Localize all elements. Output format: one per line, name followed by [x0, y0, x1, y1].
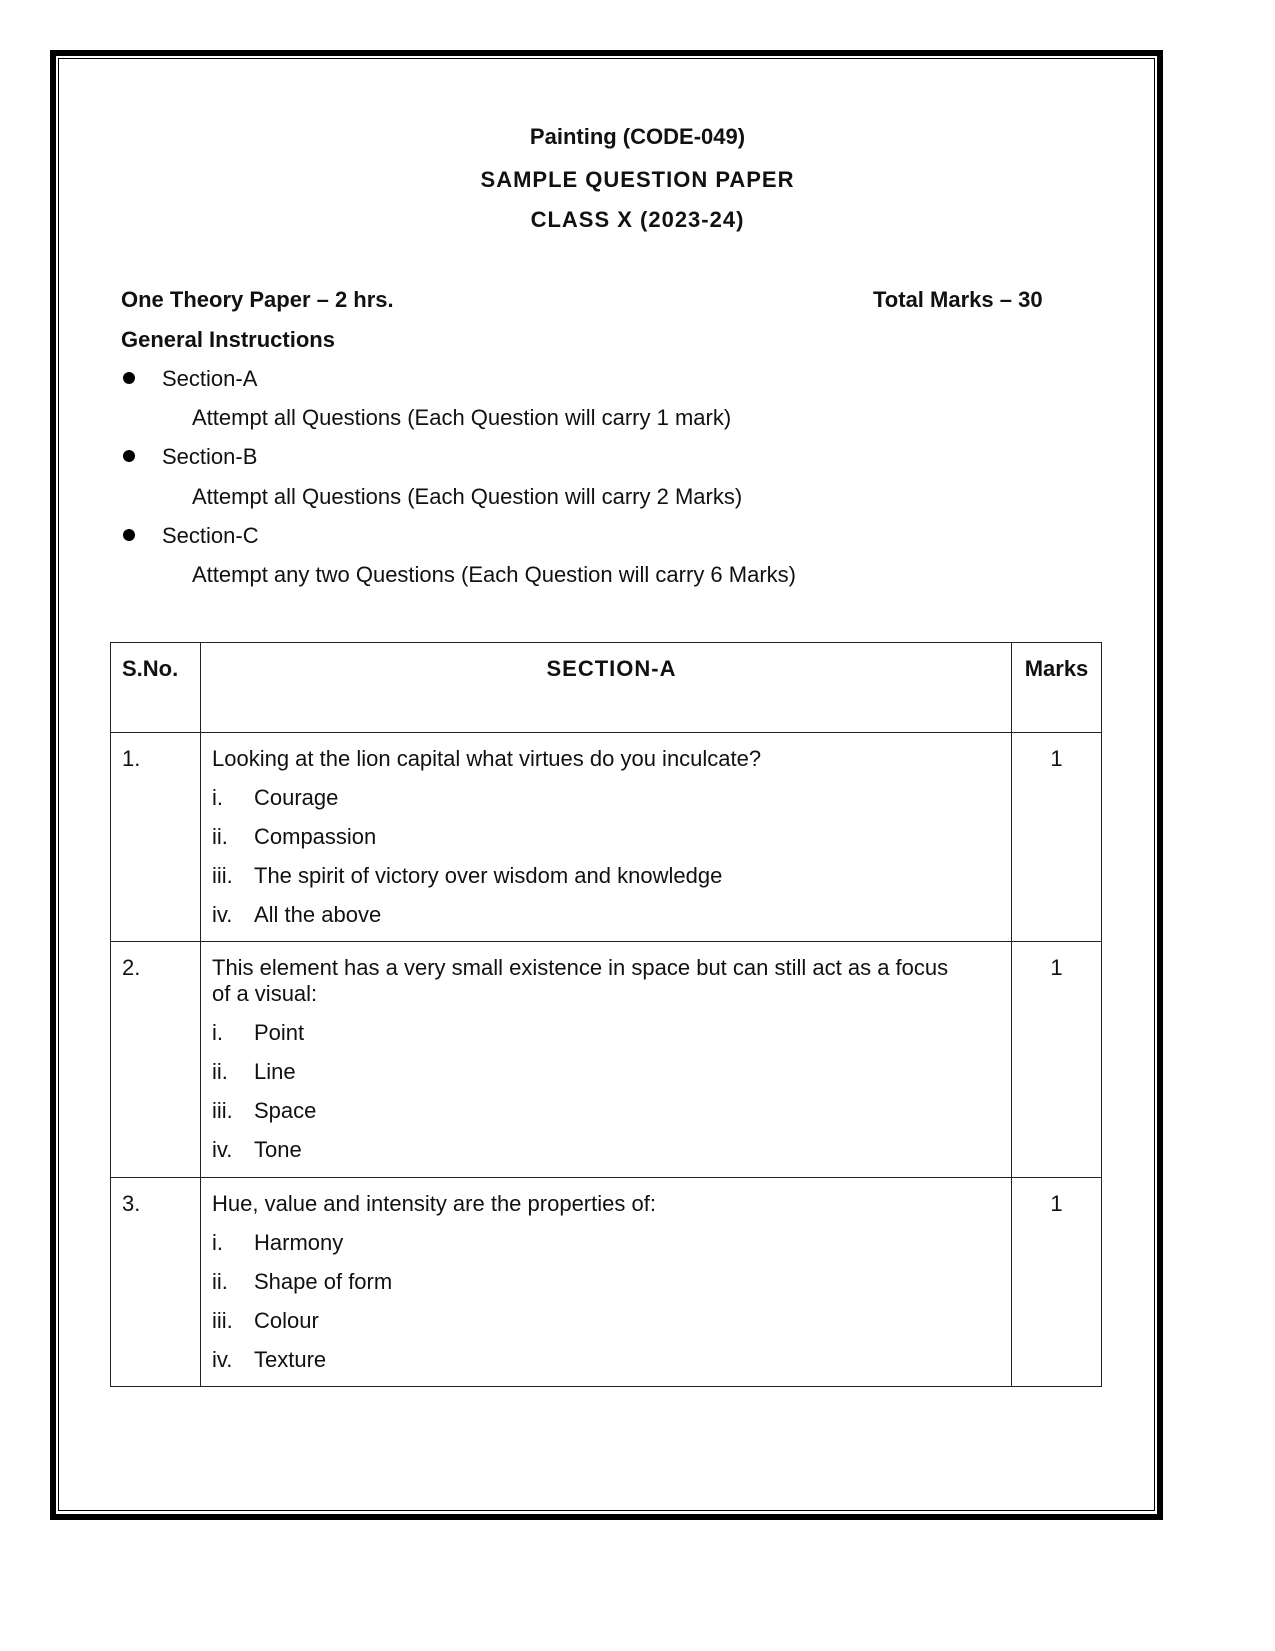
bullet-icon	[123, 372, 135, 384]
question-marks: 1	[1012, 942, 1102, 1178]
option: iii. Colour	[212, 1308, 319, 1333]
option: iv. Texture	[212, 1347, 327, 1372]
option: ii. Shape of form	[212, 1269, 393, 1294]
table-row	[111, 942, 1102, 1178]
paper-subtitle: SAMPLE QUESTION PAPER	[480, 167, 795, 192]
question-cell	[201, 942, 1012, 1178]
question-number: 2.	[111, 942, 201, 1178]
option: ii. Line	[212, 1059, 296, 1084]
question-number: 3.	[111, 1178, 201, 1387]
question-number: 1.	[111, 733, 201, 942]
questions-table	[110, 642, 1102, 1387]
paper-class: CLASS X (2023-24)	[530, 207, 745, 232]
option: iv. All the above	[212, 902, 382, 927]
instruction-text: Attempt all Questions (Each Question will carry 1 mark)	[192, 405, 732, 430]
table-row	[111, 733, 1102, 942]
option: iii. The spirit of victory over wisdom and knowledge	[212, 863, 723, 888]
option: i. Point	[212, 1020, 305, 1045]
question-cell	[201, 1178, 1012, 1387]
option: i. Harmony	[212, 1230, 344, 1255]
instruction-text: Attempt all Questions (Each Question will carry 2 Marks)	[192, 484, 743, 509]
question-text: Looking at the lion capital what virtues do you inculcate?	[212, 746, 762, 771]
paper-duration: One Theory Paper – 2 hrs.	[121, 287, 394, 312]
option: iv. Tone	[212, 1137, 302, 1162]
question-marks: 1	[1012, 733, 1102, 942]
table-header-row	[111, 643, 1102, 733]
paper-title: Painting (CODE-049)	[529, 124, 746, 149]
option: ii. Compassion	[212, 824, 377, 849]
instruction-section: Section-C	[162, 523, 259, 548]
option: iii. Space	[212, 1098, 317, 1123]
header-sno: S.No.	[111, 643, 201, 733]
bullet-icon	[123, 450, 135, 462]
option: i. Courage	[212, 785, 339, 810]
header-marks: Marks	[1012, 643, 1102, 733]
question-text: Hue, value and intensity are the properties of:	[212, 1191, 656, 1216]
instruction-section: Section-B	[162, 444, 258, 469]
instruction-section: Section-A	[162, 366, 258, 391]
instructions-heading: General Instructions	[121, 327, 335, 352]
header-section: SECTION-A	[201, 643, 1012, 733]
question-cell	[201, 733, 1012, 942]
bullet-icon	[123, 529, 135, 541]
total-marks: Total Marks – 30	[873, 287, 1043, 312]
question-text: This element has a very small existence in space but can still act as a focus of a visual:	[212, 955, 949, 1006]
table-row	[111, 1178, 1102, 1387]
question-marks: 1	[1012, 1178, 1102, 1387]
instruction-text: Attempt any two Questions (Each Question will carry 6 Marks)	[192, 562, 796, 587]
